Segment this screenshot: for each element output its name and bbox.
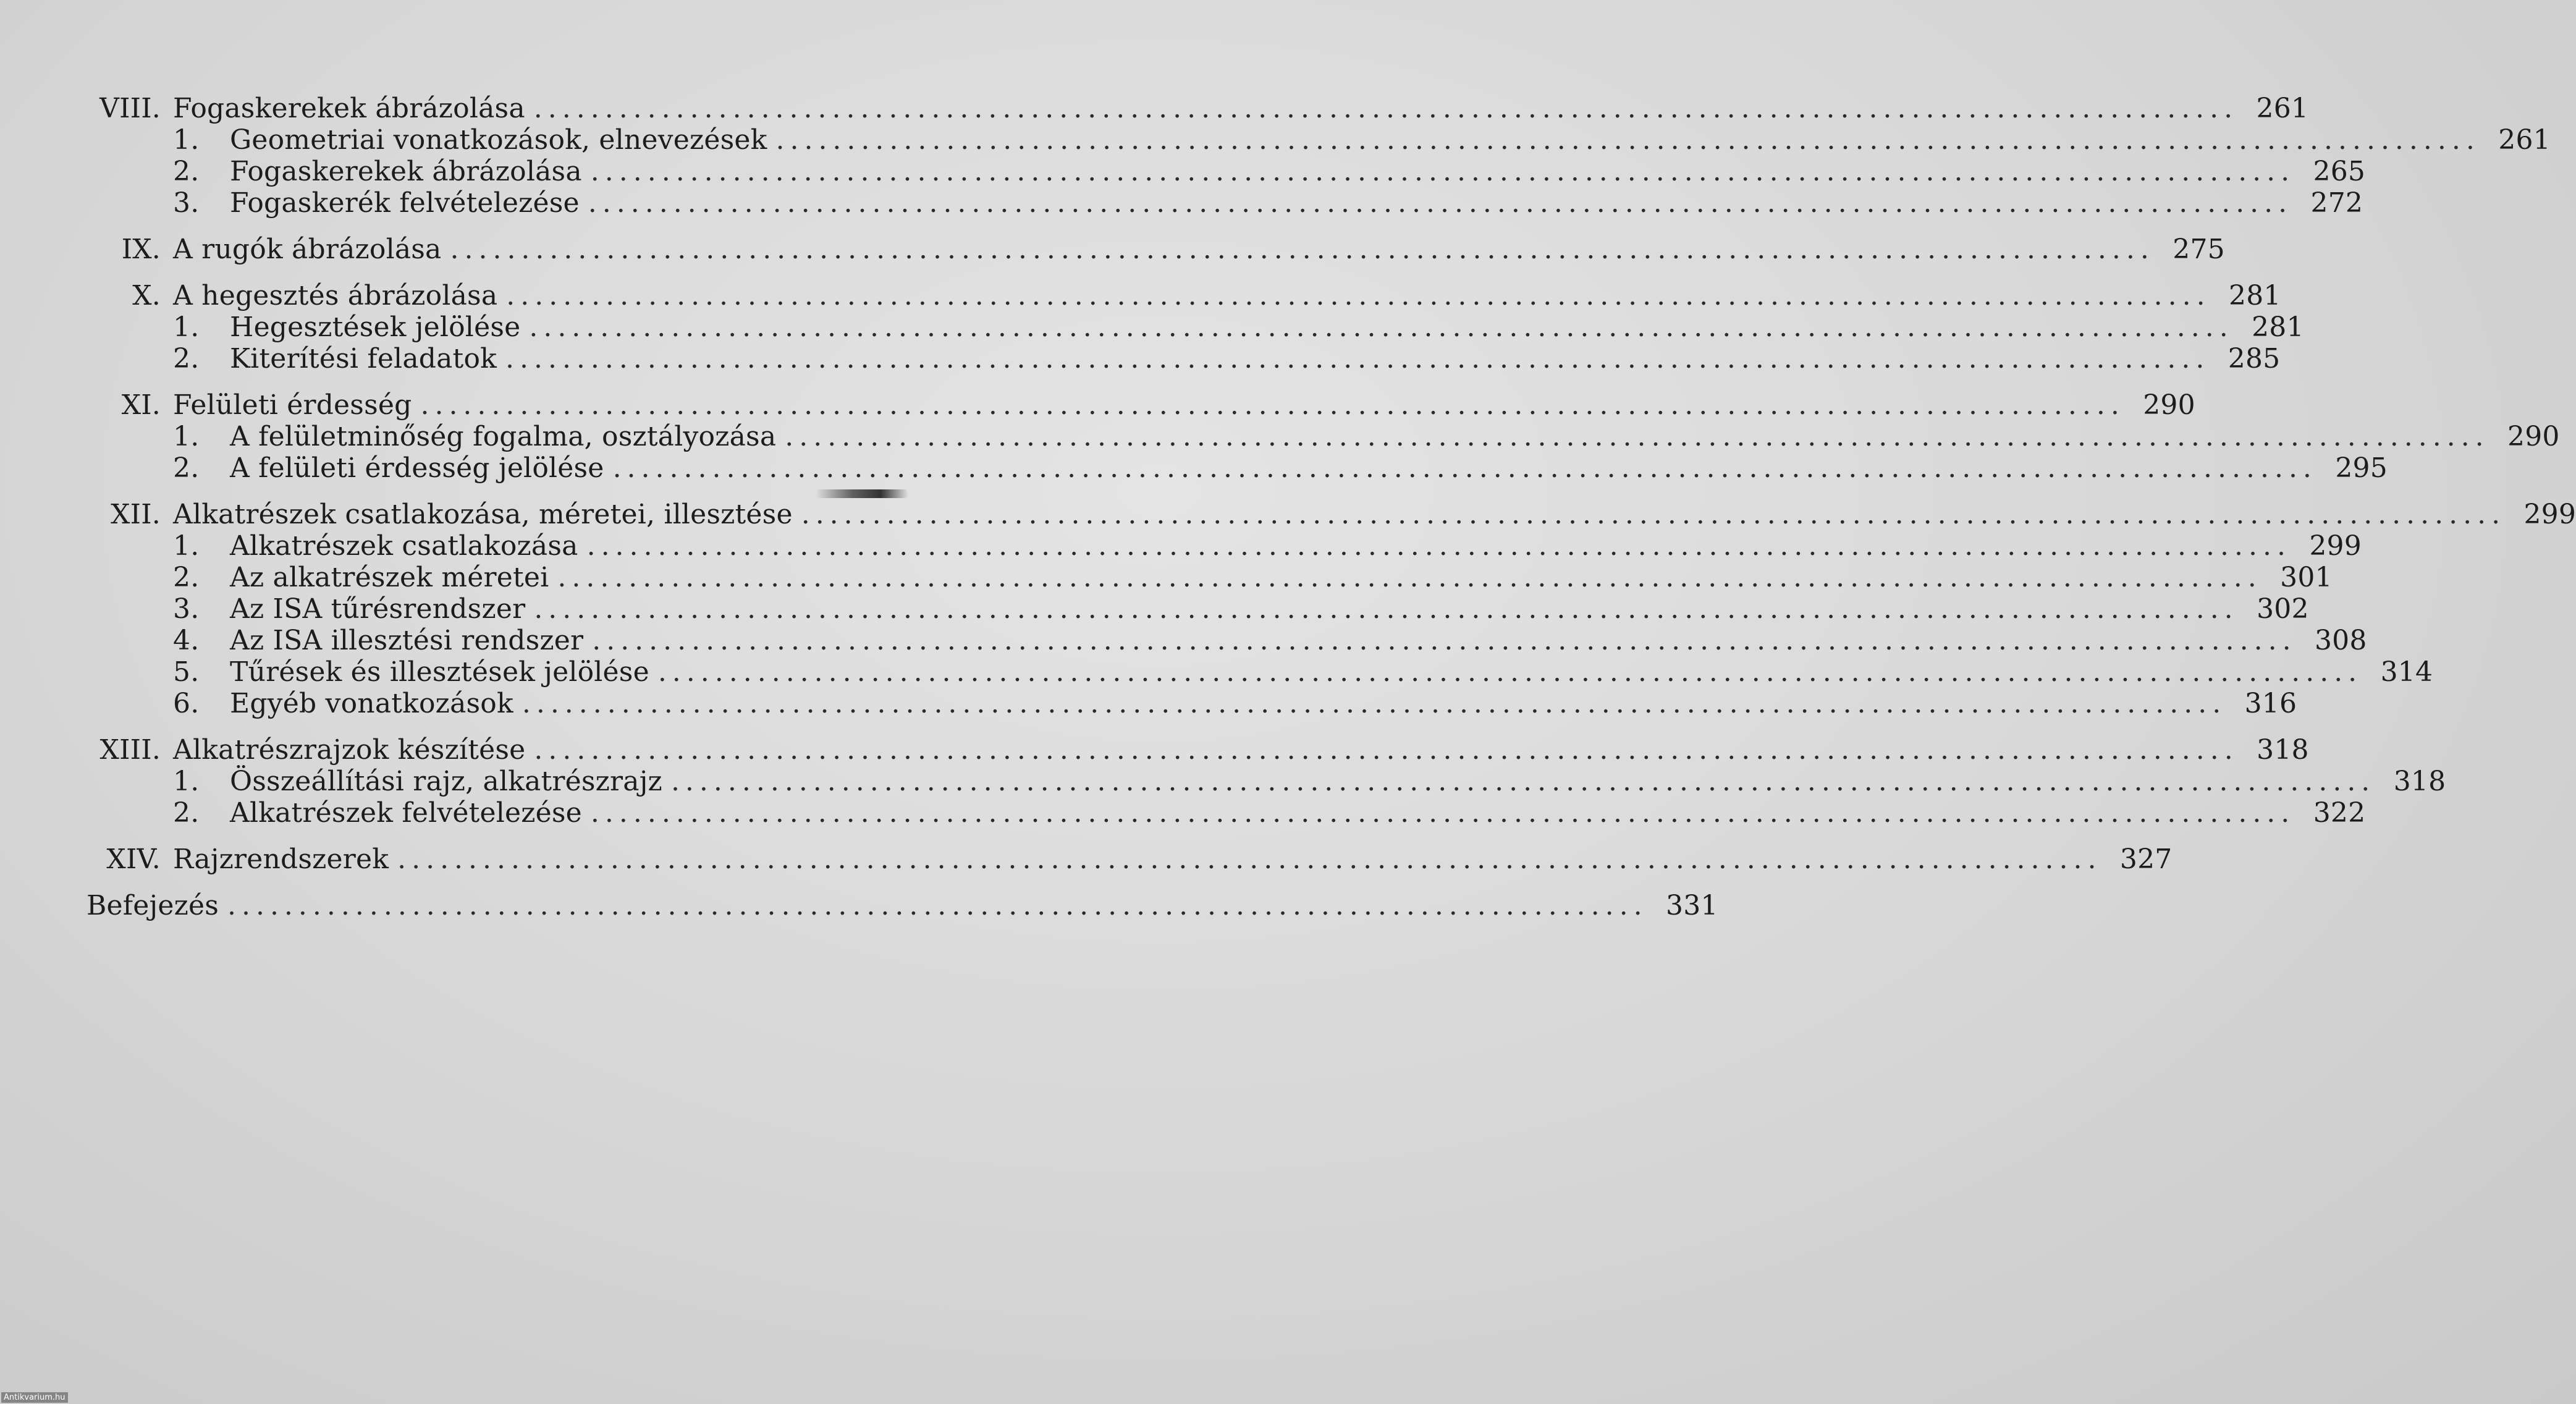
section-page: 295: [2335, 452, 2388, 484]
toc-section: [87, 124, 2551, 156]
section-page: 302: [2257, 593, 2309, 625]
toc-chapter-heading: [87, 280, 2281, 311]
toc-chapter: [87, 280, 2304, 374]
section-title: Alkatrészek csatlakozása: [230, 530, 578, 562]
chapter-page: 299: [2523, 499, 2576, 530]
section-number: 6.: [173, 688, 200, 719]
chapter-number: IX.: [121, 234, 161, 265]
section-number: 3.: [173, 593, 200, 625]
toc-section: [87, 421, 2560, 452]
toc-chapter: [87, 93, 2551, 219]
dot-leader: ........................................................................................................................: [534, 734, 2239, 766]
section-number: 2.: [173, 562, 200, 593]
toc-section: [87, 187, 2363, 219]
section-number: 5.: [173, 656, 200, 688]
section-number-cell: [87, 688, 230, 719]
section-number-cell: [87, 124, 230, 156]
section-title: Hegesztések jelölése: [230, 311, 521, 343]
section-title: Az alkatrészek méretei: [230, 562, 549, 593]
chapter-page: 318: [2257, 734, 2309, 766]
table-of-contents: [87, 93, 2576, 921]
chapter-title: A rugók ábrázolása: [173, 234, 442, 265]
section-page: 261: [2498, 124, 2551, 156]
toc-section: [87, 766, 2446, 797]
dot-leader: ........................................................................................................................: [506, 280, 2211, 311]
section-page: 281: [2252, 311, 2304, 343]
toc-chapter-heading: [87, 93, 2309, 124]
chapter-title: Rajzrendszerek: [173, 844, 389, 875]
toc-entry-befejezes: [87, 890, 1718, 921]
section-number: 2.: [173, 156, 200, 187]
section-number: 2.: [173, 797, 200, 829]
toc-section: [87, 625, 2367, 656]
section-page: 272: [2310, 187, 2363, 219]
dot-leader: ........................................................................................................................: [775, 124, 2480, 156]
toc-chapter: [87, 389, 2560, 484]
section-number-cell: [87, 343, 230, 374]
section-number-cell: [87, 562, 230, 593]
section-page: 322: [2313, 797, 2366, 829]
section-page: 314: [2380, 656, 2433, 688]
section-number-cell: [87, 797, 230, 829]
section-title: Az ISA illesztési rendszer: [230, 625, 584, 656]
section-number: 1.: [173, 311, 200, 343]
chapter-title: Fogaskerekek ábrázolása: [173, 93, 525, 124]
toc-chapter: [87, 234, 2225, 265]
section-number-cell: [87, 656, 230, 688]
section-title: Az ISA tűrésrendszer: [230, 593, 526, 625]
section-number-cell: [87, 530, 230, 562]
section-number-cell: [87, 593, 230, 625]
toc-chapter-heading: [87, 389, 2195, 421]
toc-chapter: [87, 734, 2446, 829]
watermark: Antikvarium.hu: [1, 1392, 68, 1403]
toc-section: [87, 452, 2388, 484]
dot-leader: ........................................................................................................................: [590, 156, 2295, 187]
dot-leader: ........................................................................................................................: [529, 311, 2234, 343]
dot-leader: ........................................................................................................................: [657, 656, 2363, 688]
section-title: Alkatrészek felvételezése: [230, 797, 582, 829]
section-page: 290: [2507, 421, 2560, 452]
dot-leader: ........................................................................................................................: [670, 766, 2376, 797]
ink-smudge: [816, 489, 908, 498]
section-page: 316: [2244, 688, 2297, 719]
chapter-number: XIII.: [99, 734, 161, 766]
section-title: Geometriai vonatkozások, elnevezések: [230, 124, 767, 156]
section-title: Kiterítési feladatok: [230, 343, 497, 374]
section-title: Tűrések és illesztések jelölése: [230, 656, 649, 688]
chapter-number: XI.: [121, 389, 161, 421]
dot-leader: ........................................................................................................................: [590, 797, 2295, 829]
chapter-number: VIII.: [99, 93, 161, 124]
section-number: 3.: [173, 187, 200, 219]
dot-leader: ........................................................................................................................: [420, 389, 2125, 421]
dot-leader: ........................................................................................................................: [505, 343, 2210, 374]
toc-chapter-heading: [87, 499, 2576, 530]
dot-leader: ........................................................................................................................: [785, 421, 2489, 452]
section-number: 1.: [173, 530, 200, 562]
dot-leader: ........................................................................................................................: [533, 93, 2239, 124]
section-title: Egyéb vonatkozások: [230, 688, 513, 719]
chapter-title: A hegesztés ábrázolása: [173, 280, 498, 311]
section-title: Fogaskerék felvételezése: [230, 187, 580, 219]
section-number-cell: [87, 766, 230, 797]
dot-leader: ........................................................................................................................: [397, 844, 2102, 875]
toc-entry-page: 331: [1666, 890, 1718, 921]
section-page: 265: [2313, 156, 2366, 187]
section-page: 301: [2280, 562, 2333, 593]
dot-leader: ....................................................................................................: [227, 890, 1648, 921]
toc-section: [87, 656, 2433, 688]
dot-leader: ........................................................................................................................: [588, 187, 2293, 219]
section-number: 4.: [173, 625, 200, 656]
toc-section: [87, 156, 2366, 187]
section-page: 299: [2309, 530, 2362, 562]
chapter-page: 261: [2256, 93, 2309, 124]
section-number-cell: [87, 452, 230, 484]
section-number: 2.: [173, 343, 200, 374]
chapter-title: Alkatrészek csatlakozása, méretei, illesztése: [173, 499, 793, 530]
dot-leader: ........................................................................................................................: [450, 234, 2155, 265]
chapter-title: Alkatrészrajzok készítése: [173, 734, 526, 766]
toc-chapter-heading: [87, 734, 2309, 766]
chapter-title: Felületi érdesség: [173, 389, 412, 421]
section-page: 285: [2228, 343, 2281, 374]
chapter-page: 327: [2119, 844, 2173, 875]
toc-chapter: [87, 844, 2173, 875]
toc-section: [87, 343, 2281, 374]
section-number-cell: [87, 311, 230, 343]
dot-leader: ........................................................................................................................: [522, 688, 2227, 719]
toc-entry-title: Befejezés: [87, 890, 219, 921]
toc-chapter-heading: [87, 234, 2225, 265]
toc-chapter: [87, 499, 2576, 719]
section-number-cell: [87, 421, 230, 452]
section-title: A felületi érdesség jelölése: [230, 452, 604, 484]
dot-leader: ........................................................................................................................: [586, 530, 2291, 562]
toc-section: [87, 530, 2362, 562]
toc-section: [87, 562, 2333, 593]
section-page: 318: [2393, 766, 2446, 797]
toc-section: [87, 688, 2297, 719]
chapter-page: 290: [2143, 389, 2195, 421]
toc-chapter-heading: [87, 844, 2173, 875]
section-number: 1.: [173, 124, 200, 156]
dot-leader: ........................................................................................................................: [801, 499, 2506, 530]
chapter-page: 281: [2229, 280, 2281, 311]
chapter-page: 275: [2173, 234, 2225, 265]
toc-section: [87, 311, 2304, 343]
section-title: Összeállítási rajz, alkatrészrajz: [230, 766, 662, 797]
dot-leader: ........................................................................................................................: [534, 593, 2239, 625]
section-page: 308: [2314, 625, 2367, 656]
toc-section: [87, 797, 2366, 829]
section-number: 1.: [173, 766, 200, 797]
chapter-number: XII.: [111, 499, 161, 530]
section-number: 1.: [173, 421, 200, 452]
dot-leader: ........................................................................................................................: [592, 625, 2297, 656]
dot-leader: ........................................................................................................................: [557, 562, 2262, 593]
toc-section: [87, 593, 2309, 625]
section-number-cell: [87, 156, 230, 187]
section-title: A felületminőség fogalma, osztályozása: [230, 421, 777, 452]
section-number: 2.: [173, 452, 200, 484]
section-number-cell: [87, 625, 230, 656]
dot-leader: ........................................................................................................................: [612, 452, 2317, 484]
section-number-cell: [87, 187, 230, 219]
section-title: Fogaskerekek ábrázolása: [230, 156, 582, 187]
chapter-number: XIV.: [106, 844, 161, 875]
chapter-number: X.: [132, 280, 161, 311]
